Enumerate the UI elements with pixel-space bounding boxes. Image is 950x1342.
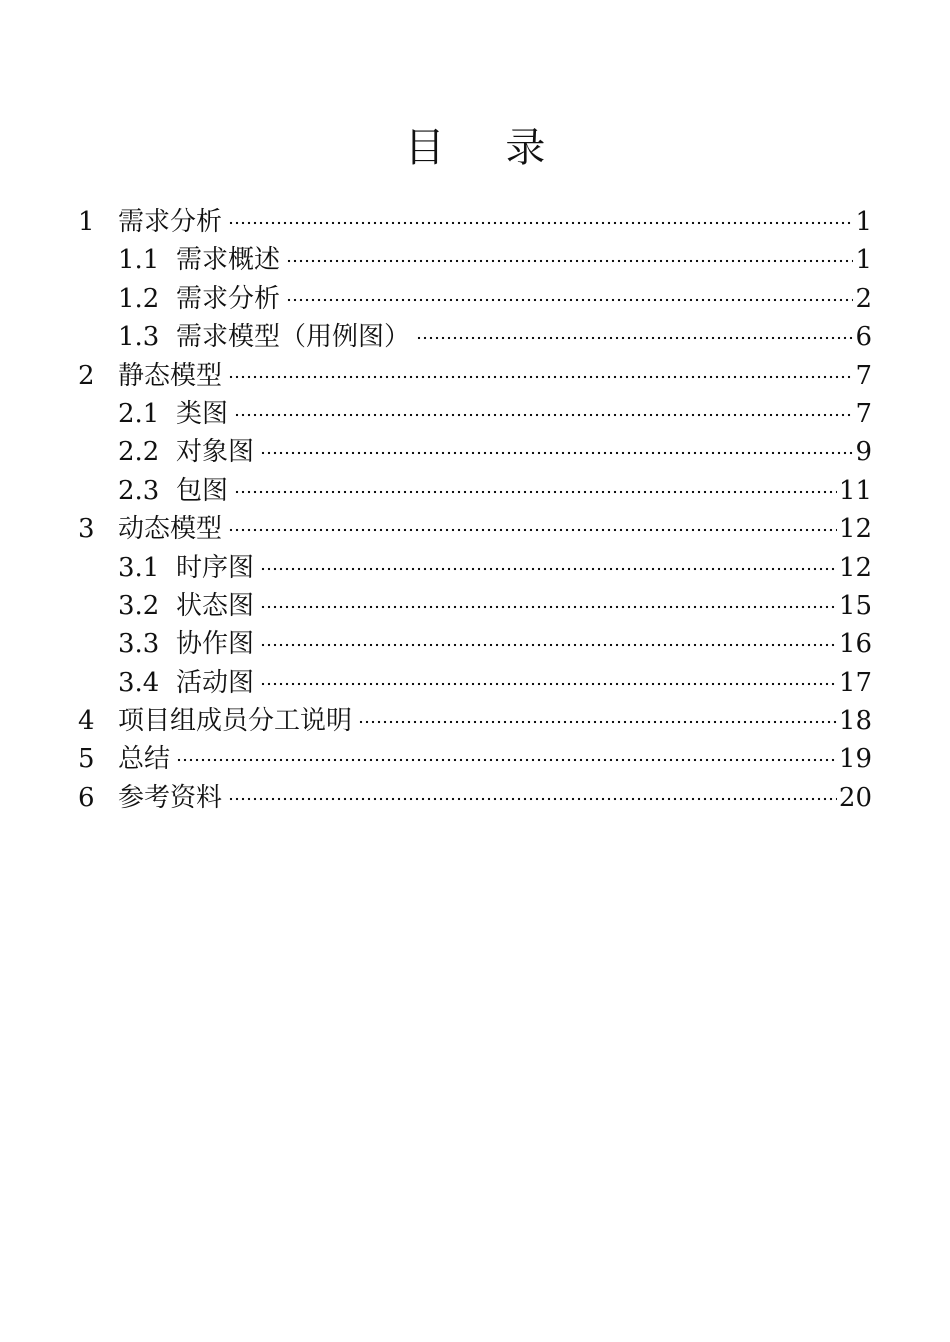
dot-leader — [286, 258, 853, 264]
toc-entry[interactable] — [78, 280, 872, 318]
dot-leader — [260, 642, 837, 648]
dot-leader — [234, 412, 853, 418]
toc-entry[interactable] — [78, 203, 872, 241]
toc-entry-number: 2 — [78, 360, 95, 391]
toc-entry[interactable] — [78, 779, 872, 817]
toc-entry-title: 需求模型（用例图） — [176, 322, 411, 353]
toc-entry-page: 2 — [855, 283, 872, 314]
toc-entry-page: 9 — [855, 437, 872, 468]
dot-leader — [260, 604, 837, 610]
toc-entry-number: 2.3 — [118, 475, 160, 506]
toc-entry-page: 19 — [838, 744, 872, 775]
dot-leader — [228, 374, 853, 380]
toc-entry-number: 2.1 — [118, 398, 160, 429]
toc-entry-title: 状态图 — [176, 590, 255, 621]
dot-leader — [260, 566, 837, 572]
dot-leader — [260, 681, 837, 687]
toc-entry-title: 需求概述 — [176, 245, 281, 276]
toc-entry-number: 5 — [78, 744, 95, 775]
toc-entry-page: 16 — [838, 629, 872, 660]
table-of-contents — [78, 203, 872, 817]
toc-entry-title: 参考资料 — [118, 782, 223, 813]
toc-entry[interactable] — [78, 702, 872, 740]
dot-leader — [358, 719, 837, 725]
toc-entry[interactable] — [78, 318, 872, 356]
toc-entry-title: 协作图 — [176, 629, 255, 660]
toc-entry-number: 3.4 — [118, 667, 160, 698]
toc-entry-page: 12 — [838, 514, 872, 545]
toc-entry[interactable] — [78, 587, 872, 625]
toc-entry-page: 1 — [855, 207, 872, 237]
toc-entry[interactable] — [78, 740, 872, 778]
toc-entry-title: 需求分析 — [176, 283, 281, 314]
toc-entry-title: 时序图 — [176, 552, 255, 583]
toc-entry[interactable] — [78, 625, 872, 663]
toc-entry[interactable] — [78, 472, 872, 510]
toc-entry-title: 总结 — [118, 744, 171, 775]
toc-entry-number: 1.1 — [118, 245, 160, 276]
dot-leader — [416, 335, 853, 341]
toc-entry-title: 动态模型 — [118, 514, 223, 545]
toc-entry-title: 包图 — [176, 475, 229, 506]
toc-entry-number: 3 — [78, 514, 95, 545]
dot-leader — [228, 527, 837, 533]
dot-leader — [234, 489, 837, 495]
toc-entry-page: 15 — [838, 590, 872, 621]
toc-entry-title: 类图 — [176, 398, 229, 429]
toc-entry[interactable] — [78, 357, 872, 395]
toc-entry-page: 18 — [838, 706, 872, 737]
toc-entry-number: 3.3 — [118, 629, 160, 660]
toc-entry-number: 1.3 — [118, 322, 160, 353]
toc-entry[interactable] — [78, 549, 872, 587]
toc-entry-number: 4 — [78, 706, 95, 737]
toc-entry[interactable] — [78, 510, 872, 548]
toc-entry-title: 对象图 — [176, 437, 255, 468]
toc-entry-number: 3.1 — [118, 552, 160, 583]
toc-entry[interactable] — [78, 395, 872, 433]
toc-entry-page: 20 — [838, 782, 872, 813]
dot-leader — [228, 220, 853, 226]
toc-title: 目 录 — [404, 125, 570, 171]
toc-entry-page: 11 — [838, 475, 872, 506]
toc-entry-number: 2.2 — [118, 437, 160, 468]
toc-entry-page: 6 — [855, 322, 872, 353]
toc-entry-title: 静态模型 — [118, 360, 223, 391]
toc-entry[interactable] — [78, 433, 872, 471]
toc-entry[interactable] — [78, 241, 872, 279]
toc-entry-number: 1 — [78, 207, 95, 237]
toc-entry-title: 需求分析 — [118, 207, 223, 237]
toc-entry-number: 3.2 — [118, 590, 160, 621]
toc-entry-page: 12 — [838, 552, 872, 583]
toc-entry-number: 6 — [78, 782, 95, 813]
toc-entry-page: 7 — [855, 398, 872, 429]
dot-leader — [260, 450, 853, 456]
toc-entry-number: 1.2 — [118, 283, 160, 314]
toc-entry-page: 1 — [855, 245, 872, 276]
toc-entry[interactable] — [78, 664, 872, 702]
toc-entry-page: 7 — [855, 360, 872, 391]
toc-entry-title: 活动图 — [176, 667, 255, 698]
toc-entry-page: 17 — [838, 667, 872, 698]
dot-leader — [286, 297, 853, 303]
dot-leader — [228, 796, 837, 802]
dot-leader — [176, 757, 837, 763]
toc-entry-title: 项目组成员分工说明 — [118, 706, 353, 737]
